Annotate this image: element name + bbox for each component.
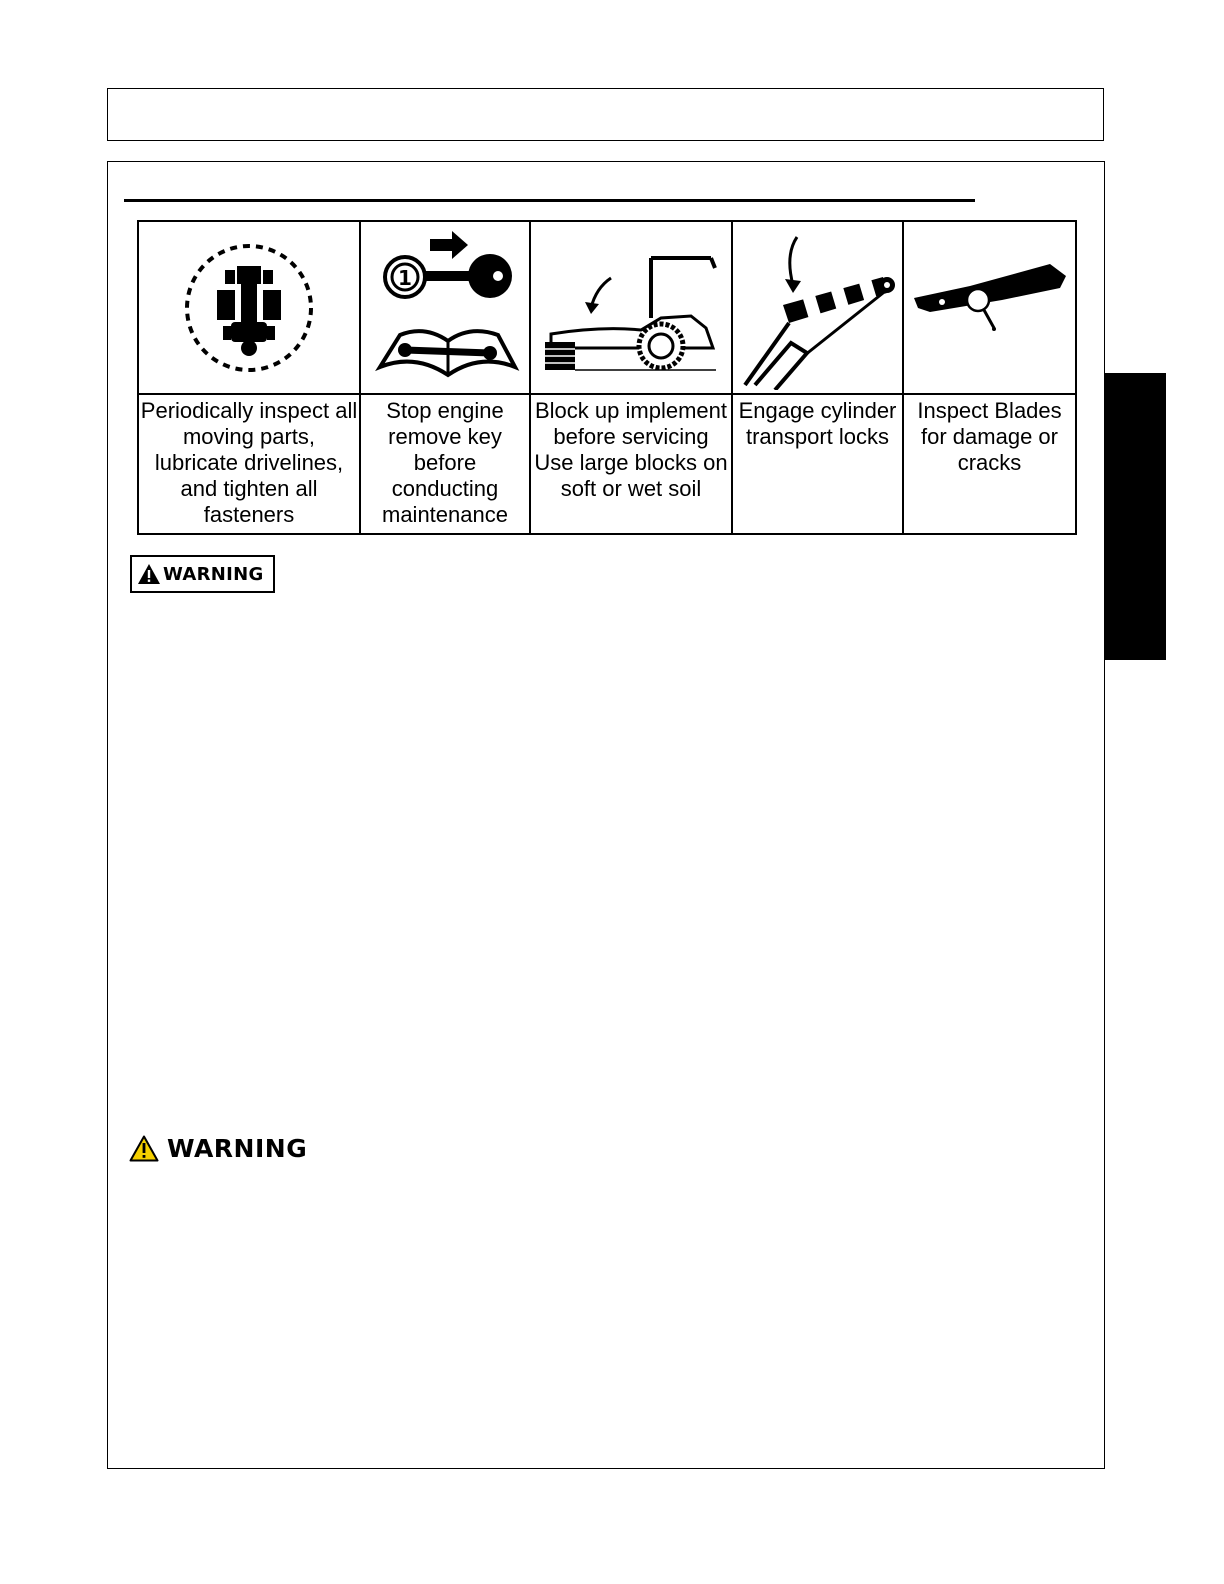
warning-signal-box <box>130 555 275 593</box>
panel-5-icon-cell <box>903 221 1076 394</box>
panel-3-caption: Block up implement before servicing Use large blocks on soft or wet soil <box>530 394 732 534</box>
panel-4-caption: Engage cylinder transport locks <box>732 394 903 534</box>
safety-pictogram-table <box>137 220 1077 535</box>
section-rule <box>124 199 975 202</box>
section-tab <box>1104 373 1166 660</box>
panel-2-caption: Stop engine remove key before conducting maintenance <box>360 394 530 534</box>
warning-triangle-icon <box>137 563 161 585</box>
warning-heading-label: WARNING <box>167 1134 308 1163</box>
panel-1-caption: Periodically inspect all moving parts, lubricate drivelines, and tighten all fasteners <box>138 394 360 534</box>
svg-text:1: 1 <box>398 266 412 290</box>
warning-triangle-icon <box>129 1135 159 1162</box>
panel-1-icon-cell <box>138 221 360 394</box>
blade-inspection-icon <box>910 258 1070 358</box>
block-up-implement-icon <box>541 238 721 378</box>
warning-box-label: WARNING <box>163 563 264 585</box>
warning-signal-heading <box>129 1134 307 1163</box>
tractor-inspection-icon <box>179 238 319 378</box>
header-box <box>107 88 1104 141</box>
panel-4-icon-cell <box>732 221 903 394</box>
panel-5-caption: Inspect Blades for damage or cracks <box>903 394 1076 534</box>
cylinder-lock-icon <box>735 225 900 390</box>
panel-3-icon-cell <box>530 221 732 394</box>
panel-2-icon-cell <box>360 221 530 394</box>
stop-engine-key-manual-icon <box>370 225 520 390</box>
